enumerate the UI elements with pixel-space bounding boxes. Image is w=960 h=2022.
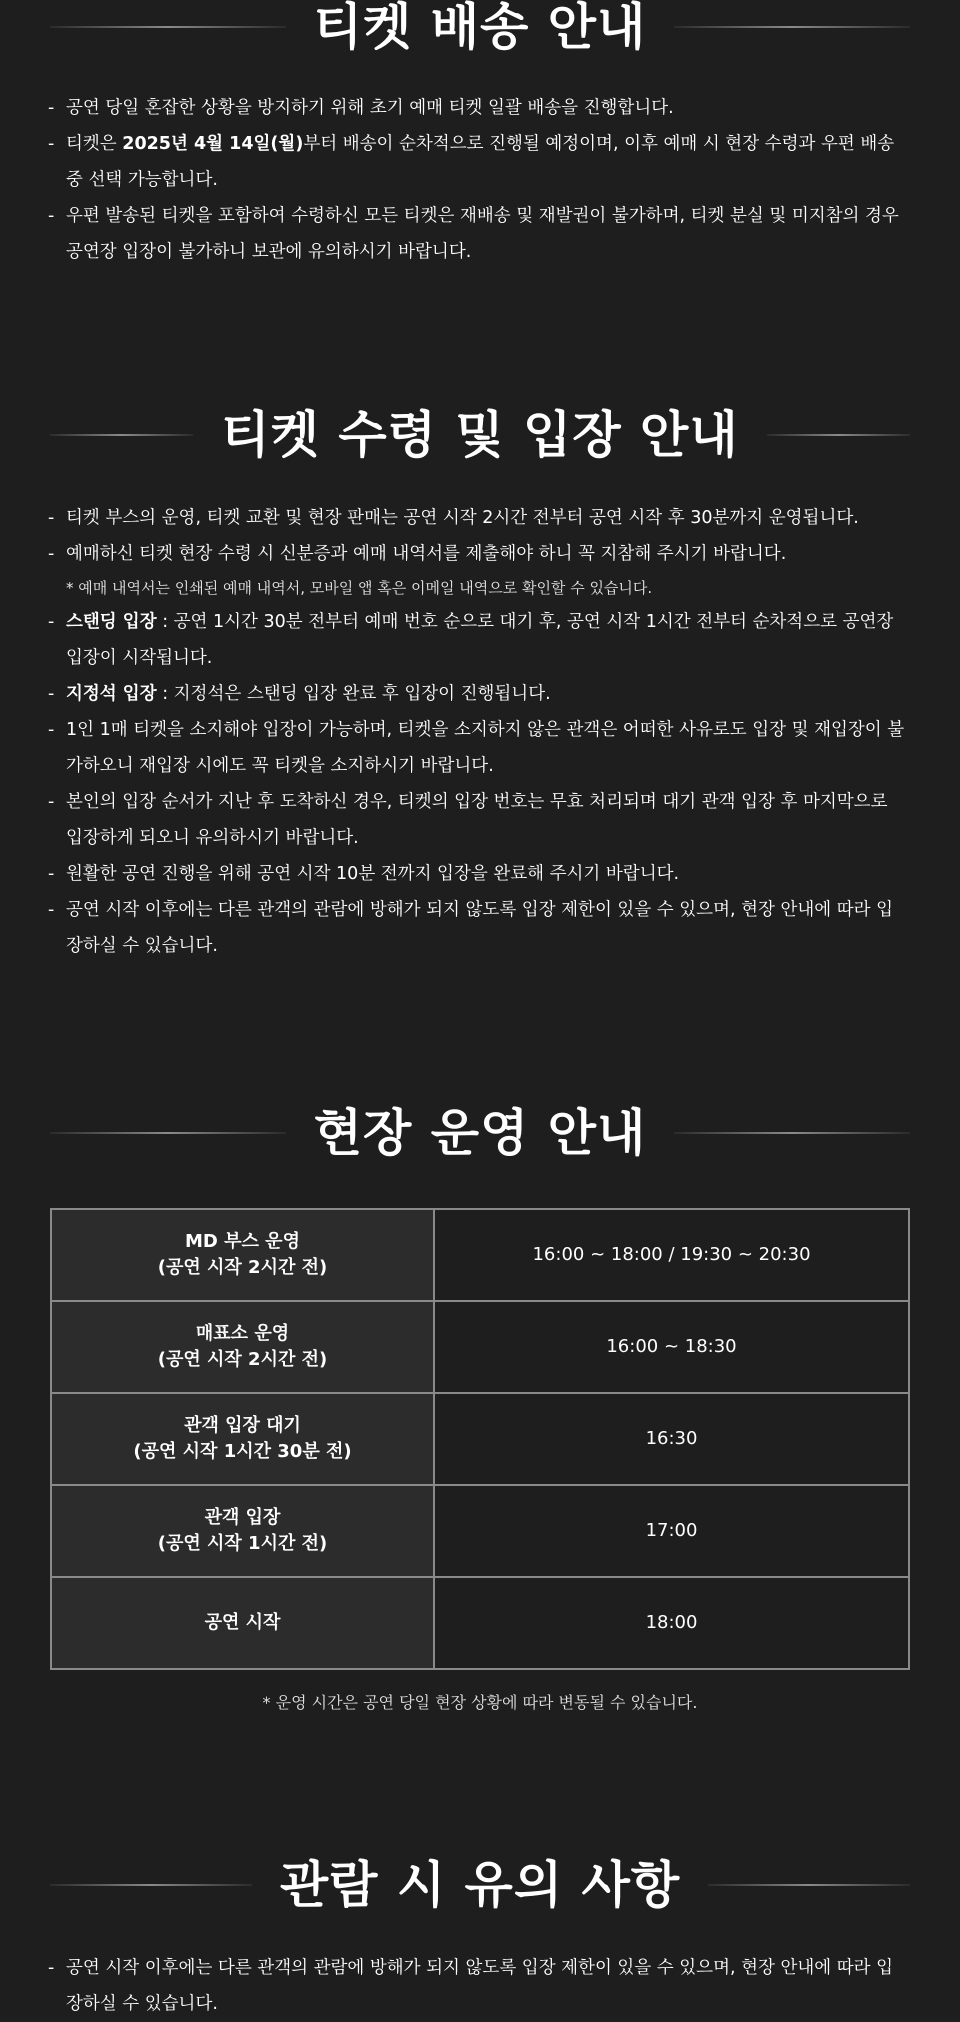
table-row [51, 1485, 909, 1577]
cautions-section-title [50, 1856, 910, 1914]
schedule-label-cell: 관객 입장 대기 (공연 시작 1시간 30분 전) [51, 1393, 434, 1485]
schedule-label-cell: 매표소 운영 (공연 시작 2시간 전) [51, 1301, 434, 1393]
list-item: - 1인 1매 티켓을 소지해야 입장이 가능하며, 티켓을 소지하지 않은 관객은 어떠한 사유로도 입장 및 재입장이 불가하오니 재입장 시에도 꼭 티켓을 소지하시기 바랍니다. [48, 712, 908, 784]
list-item: - 지정석 입장 : 지정석은 스탠딩 입장 완료 후 입장이 진행됩니다. [48, 676, 908, 712]
schedule-time-cell: 17:00 [434, 1485, 909, 1577]
schedule-time-cell: 16:30 [434, 1393, 909, 1485]
table-row [51, 1301, 909, 1393]
title-left-divider [50, 26, 286, 28]
table-row [51, 1393, 909, 1485]
title-right-divider [674, 1132, 910, 1134]
schedule-label-cell: MD 부스 운영 (공연 시작 2시간 전) [51, 1209, 434, 1301]
list-subnote: * 예매 내역서는 인쇄된 예매 내역서, 모바일 앱 혹은 이메일 내역으로 확인할 수 있습니다. [66, 579, 653, 597]
delivery-notes-list [48, 90, 908, 270]
list-item: - 예매하신 티켓 현장 수령 시 신분증과 예매 내역서를 제출해야 하니 꼭 지참해 주시기 바랍니다. [48, 536, 908, 572]
operations-footnote: * 운영 시간은 공연 당일 현장 상황에 따라 변동될 수 있습니다. [262, 1693, 698, 1712]
list-item: - 티켓 부스의 운영, 티켓 교환 및 현장 판매는 공연 시작 2시간 전부터 공연 시작 후 30분까지 운영됩니다. [48, 500, 908, 536]
operations-schedule-table [50, 1208, 910, 1670]
entry-heading: 티켓 수령 및 입장 안내 [221, 406, 739, 464]
table-row [51, 1209, 909, 1301]
schedule-label-cell: 공연 시작 [51, 1577, 434, 1669]
list-item: - 공연 시작 이후에는 다른 관객의 관람에 방해가 되지 않도록 입장 제한이 있을 수 있으며, 현장 안내에 따라 입장하실 수 있습니다. [48, 1950, 908, 2022]
title-left-divider [50, 434, 193, 436]
entry-section-title [50, 406, 910, 464]
cautions-heading: 관람 시 유의 사항 [279, 1856, 681, 1914]
schedule-label-cell: 관객 입장 (공연 시작 1시간 전) [51, 1485, 434, 1577]
operations-section-title [50, 1104, 910, 1162]
list-item: - 공연 당일 혼잡한 상황을 방지하기 위해 초기 예매 티켓 일괄 배송을 진행합니다. [48, 90, 908, 126]
cautions-notes-list [48, 1950, 908, 2022]
title-left-divider [50, 1132, 286, 1134]
list-item: - 우편 발송된 티켓을 포함하여 수령하신 모든 티켓은 재배송 및 재발권이 불가하며, 티켓 분실 및 미지참의 경우 공연장 입장이 불가하니 보관에 유의하시기 바랍니다. [48, 198, 908, 270]
delivery-heading: 티켓 배송 안내 [313, 0, 647, 56]
delivery-section-title [50, 0, 910, 56]
schedule-time-cell: 16:00 ~ 18:30 [434, 1301, 909, 1393]
title-right-divider [674, 26, 910, 28]
list-item: - 공연 시작 이후에는 다른 관객의 관람에 방해가 되지 않도록 입장 제한이 있을 수 있으며, 현장 안내에 따라 입장하실 수 있습니다. [48, 892, 908, 964]
operations-heading: 현장 운영 안내 [313, 1104, 647, 1162]
table-row [51, 1577, 909, 1669]
schedule-time-cell: 18:00 [434, 1577, 909, 1669]
list-item: - 스탠딩 입장 : 공연 1시간 30분 전부터 예매 번호 순으로 대기 후, 공연 시작 1시간 전부터 순차적으로 공연장 입장이 시작됩니다. [48, 604, 908, 676]
title-left-divider [50, 1884, 252, 1886]
list-item: - 원활한 공연 진행을 위해 공연 시작 10분 전까지 입장을 완료해 주시기 바랍니다. [48, 856, 908, 892]
title-right-divider [767, 434, 910, 436]
entry-notes-list [48, 500, 908, 964]
list-item: - 본인의 입장 순서가 지난 후 도착하신 경우, 티켓의 입장 번호는 무효 처리되며 대기 관객 입장 후 마지막으로 입장하게 되오니 유의하시기 바랍니다. [48, 784, 908, 856]
title-right-divider [708, 1884, 910, 1886]
list-item: - 티켓은 2025년 4월 14일(월)부터 배송이 순차적으로 진행될 예정이며, 이후 예매 시 현장 수령과 우편 배송 중 선택 가능합니다. [48, 126, 908, 198]
schedule-time-cell: 16:00 ~ 18:00 / 19:30 ~ 20:30 [434, 1209, 909, 1301]
